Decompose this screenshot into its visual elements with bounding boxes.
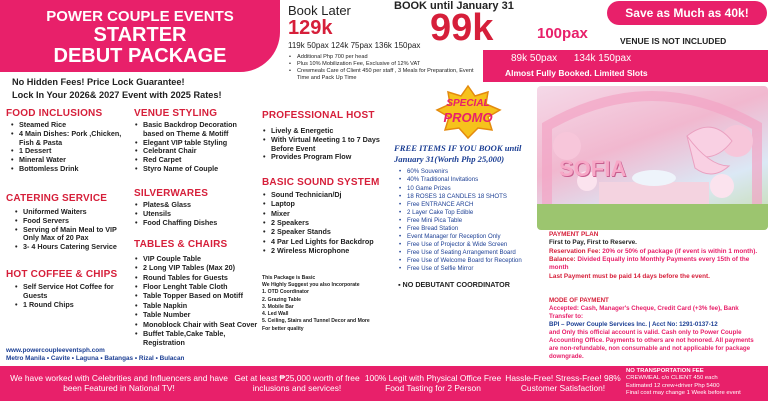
payment-terms: and Only this official account is valid. Cash only to Power Couple Accounting Office. Payments to others are not honored. All payments are non-refundable, non consumable and not applicable for package downgrade. (549, 329, 754, 361)
tables-section (134, 239, 264, 348)
host-heading: PROFESSIONAL HOST (262, 110, 375, 121)
tagline-block (12, 76, 222, 103)
transport-line: Estimated 12 crew+driver Php 5400 (626, 382, 720, 389)
list-item: • Celebrant Chair (134, 147, 258, 156)
slots-status: Almost Fully Booked. Limited Slots (505, 68, 648, 78)
tables-heading: TABLES & CHAIRS (134, 239, 228, 250)
list-item: • Plates& Glass (134, 201, 258, 210)
list-item: • Buffet Table,Cake Table, Registration (134, 329, 264, 348)
sound-section (262, 177, 396, 256)
list-item: • Red Carpet (134, 156, 258, 165)
event-photo (537, 86, 768, 230)
silverwares-section (134, 188, 258, 227)
list-item: • VIP Couple Table (134, 254, 264, 263)
list-item: • 3- 4 Hours Catering Service (14, 243, 130, 252)
silverwares-list (134, 201, 258, 227)
list-item: • Sound Technician/Dj (262, 190, 396, 199)
mode-of-payment-section (549, 297, 764, 362)
list-item: • Free Use of Seating Arrangement Board (398, 249, 536, 257)
list-item: • Utensils (134, 210, 258, 219)
note-item: • Additional Php 700 per head (288, 54, 478, 61)
list-item: • Round Tables for Guests (134, 273, 264, 282)
list-item: • 40% Traditional Invitations (398, 176, 536, 184)
list-item: • Event Manager for Reception Only (398, 233, 536, 241)
package-title-line1: STARTER (93, 23, 187, 46)
sound-list (262, 190, 396, 256)
list-item: • Free Use of Welcome Board for Reception (398, 257, 536, 265)
list-item: • 2 Layer Cake Top Edible (398, 209, 536, 217)
book-until-pax: 100pax (537, 25, 588, 42)
list-item: • Bottomless Drink (10, 165, 126, 174)
note-line: 1. OTD Coordinator (262, 289, 309, 296)
suggestion-note (262, 275, 392, 333)
list-item: • 1 Round Chips (14, 301, 130, 310)
food-section (6, 108, 126, 174)
list-item: • 10 Game Prizes (398, 185, 536, 193)
note-line: We Highly Suggest you also Incorporate (262, 282, 360, 289)
transport-line: CREWMEAL c/o CLIENT 450 each (626, 375, 718, 382)
payment-line1: First to Pay, First to Reserve. (549, 239, 637, 247)
last-payment-note: Last Payment must be paid 14 days before the event. (549, 272, 710, 280)
promo-badge-line2: PROMO (443, 110, 493, 125)
brand-title: POWER COUPLE EVENTS (46, 8, 234, 25)
list-item: • Monoblock Chair with Seat Cover (134, 320, 264, 329)
coffee-heading: HOT COFFEE & CHIPS (6, 269, 118, 280)
list-item: • Serving of Main Meal to VIP Only Max of 20 Pax (14, 226, 130, 244)
no-debutant-coordinator (394, 280, 536, 289)
balance-label: Balance: (549, 255, 576, 263)
footer-worth: Get at least ₱25,000 worth of free inclusions and services! (234, 373, 360, 394)
list-item: • Uniformed Waiters (14, 208, 130, 217)
note-line: 2. Grazing Table (262, 296, 301, 303)
tagline-guarantee: No Hidden Fees! Price Lock Guarantee! (12, 77, 185, 87)
mode-heading: MODE OF PAYMENT (549, 297, 609, 304)
book-until-block (394, 0, 604, 49)
list-item: • Mixer (262, 209, 396, 218)
no-debutant-text: NO DEBUTANT COORDINATOR (402, 279, 510, 289)
service-areas: Metro Manila • Cavite • Laguna • Batangas • Rizal • Bulacan (6, 355, 185, 363)
list-item: • Free Mini Pica Table (398, 217, 536, 225)
catering-section (6, 193, 130, 252)
balance-text: Divided Equally into Monthly Payments every 15th of the month (549, 255, 750, 272)
list-item: • 4 Par Led Lights for Backdrop (262, 237, 396, 246)
catering-heading: CATERING SERVICE (6, 193, 108, 204)
bullet-icon: ▪ (398, 279, 403, 289)
list-item: • Mineral Water (10, 156, 126, 165)
package-title-banner (0, 0, 280, 72)
name-sign: SOFIA (559, 156, 627, 181)
note-item: • Plus 10% Mobilization Fee, Exclusive of 12% VAT (288, 61, 478, 68)
transport-title: NO TRANSPORTATION FEE (626, 368, 704, 374)
list-item: • 2 Speakers (262, 218, 396, 227)
list-item: • Steamed Rice (10, 121, 126, 130)
list-item: • Free Use of Selfie Mirror (398, 265, 536, 273)
list-item: • Food Servers (14, 217, 130, 226)
note-item: • Crewmeals Care of Client 450 per staff , 3 Meals for Preparation, Event Time and Pack Up Time (288, 68, 478, 82)
list-item: • With Virtual Meeting 1 to 7 Days Before Event (262, 136, 390, 154)
book-later-label: Book Later (288, 3, 351, 18)
sound-heading: BASIC SOUND SYSTEM (262, 177, 380, 188)
list-item: • 18 ROSES 18 CANDLES 18 SHOTS (398, 193, 536, 201)
list-item: • 1 Dessert (10, 147, 126, 156)
reservation-text: 20% or 50% of package (if event is within 1 month). (600, 247, 758, 255)
note-line: 4. Led Wall (262, 311, 289, 318)
footer-transport (626, 368, 766, 398)
payment-plan-section (549, 231, 764, 281)
list-item: • 2 Speaker Stands (262, 227, 396, 236)
promo-section (394, 143, 536, 289)
footer-legit: 100% Legit with Physical Office Free Food Tasting for 2 Person (364, 373, 502, 394)
catering-list (6, 208, 130, 252)
food-list (6, 121, 126, 174)
list-item: • 4 Main Dishes: Pork ,Chicken, Fish & Pasta (10, 130, 126, 148)
save-badge: Save as Much as 40k! (607, 1, 767, 25)
list-item: • Table Number (134, 310, 264, 319)
contact-block (6, 347, 184, 364)
list-item: • Lively & Energetic (262, 127, 390, 136)
list-item: • Basic Backdrop Decoration based on Theme & Motiff (134, 121, 258, 139)
promo-heading: FREE ITEMS IF YOU BOOK until January 31(Worth Php 25,000) (394, 143, 522, 165)
tagline-lock-in: Lock In Your 2026& 2027 Event with 2025 Rates! (12, 90, 222, 101)
venue-styling-section (134, 108, 258, 174)
note-line: 3. Mobile Bar (262, 303, 294, 310)
footer-celebrities: We have worked with Celebrities and Influencers and have been Featured in National TV! (10, 373, 228, 394)
list-item: • Elegant VIP table Styling (134, 139, 258, 148)
list-item: • 2 Wireless Microphone (262, 246, 396, 255)
footer-bar (0, 366, 768, 401)
book-until-price: 99k (430, 7, 494, 49)
host-list (262, 127, 390, 162)
list-item: • Food Chaffing Dishes (134, 219, 258, 228)
venue-styling-heading: VENUE STYLING (134, 108, 218, 119)
promo-badge-line1: SPECIAL (446, 98, 490, 109)
note-line: 5. Ceiling, Stairs and Tunnel Decor and More (262, 318, 370, 325)
list-item: • Floor Lenght Table Cloth (134, 282, 264, 291)
coffee-section (6, 269, 130, 309)
list-item: • Styro Name of Couple (134, 165, 258, 174)
promo-list (394, 168, 536, 273)
list-item: • 60% Souvenirs (398, 168, 536, 176)
bank-account: BPI – Power Couple Services Inc. | Acct No: 1291-0137-12 (549, 321, 718, 329)
special-promo-badge (434, 84, 502, 140)
book-later-notes (288, 54, 478, 82)
list-item: • Free Use of Projector & Wide Screen (398, 241, 536, 249)
food-heading: FOOD INCLUSIONS (6, 108, 103, 119)
transport-line: Final cost may change 1 Week before event (626, 390, 741, 397)
footer-hassle: Hassle-Free! Stress-Free! 98% Customer Satisfaction! (505, 373, 621, 394)
host-section (262, 110, 390, 162)
payment-plan-heading: PAYMENT PLAN (549, 231, 599, 238)
silverwares-heading: SILVERWARES (134, 188, 209, 199)
package-title-line2: DEBUT PACKAGE (53, 44, 227, 67)
list-item: • Provides Program Flow (262, 153, 390, 162)
list-item: • Free ENTRANCE ARCH (398, 201, 536, 209)
book-later-price: 129k (288, 17, 333, 39)
list-item: • Free Bread Station (398, 225, 536, 233)
note-line: For better quality (262, 325, 304, 332)
book-later-variants: 119k 50pax 124k 75pax 136k 150pax (288, 41, 421, 50)
list-item: • Laptop (262, 199, 396, 208)
list-item: • Table Topper Based on Motiff (134, 291, 264, 300)
promo-variants: 89k 50pax 134k 150pax (511, 53, 632, 64)
accepted-methods: Accepted: Cash, Manager's Cheque, Credit Card (+3% fee), Bank Transfer to: (549, 305, 739, 321)
note-line: This Package is Basic (262, 275, 316, 281)
list-item: • 2 Long VIP Tables (Max 20) (134, 263, 264, 272)
venue-styling-list (134, 121, 258, 174)
website-link[interactable]: www.powercoupleeventsph.com (6, 347, 105, 354)
list-item: • Table Napkin (134, 301, 264, 310)
list-item: • Self Service Hot Coffee for Guests (14, 283, 130, 301)
venue-note: VENUE IS NOT INCLUDED (620, 36, 727, 46)
tables-list (134, 254, 264, 348)
coffee-list (6, 283, 130, 309)
book-until-label: BOOK until January 31 (394, 0, 514, 12)
promo-prices-bar (483, 50, 768, 82)
reservation-label: Reservation Fee: (549, 247, 601, 255)
